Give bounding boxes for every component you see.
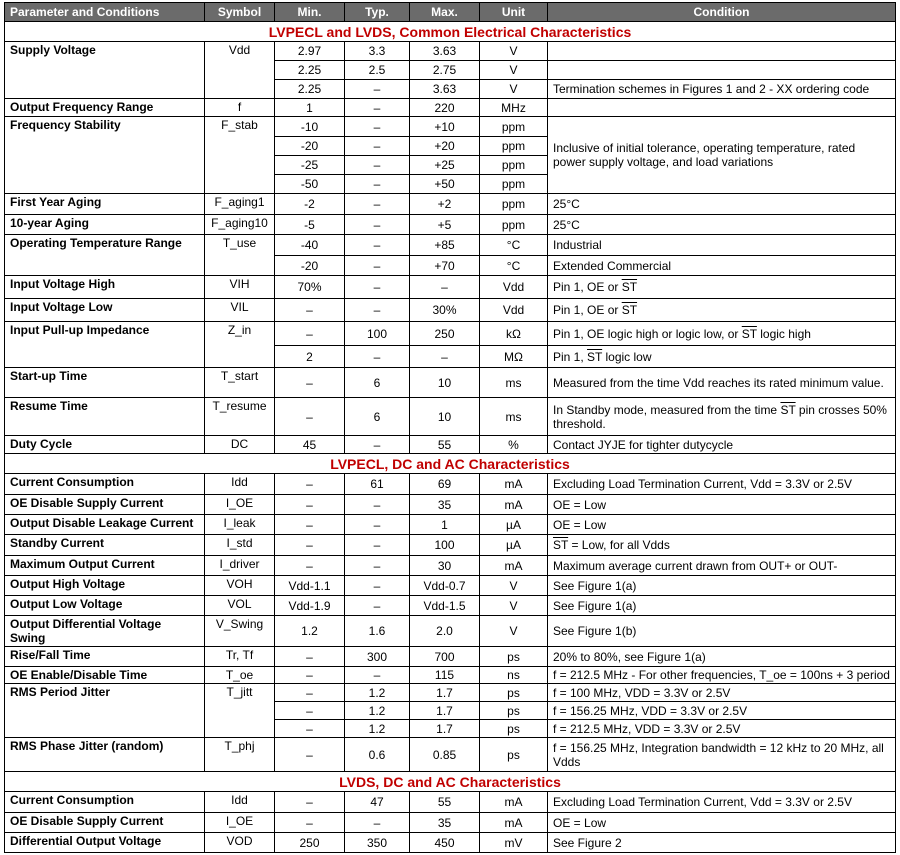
table-row: [5, 215, 896, 235]
unit: ps: [480, 647, 548, 667]
symbol: I_std: [205, 535, 275, 556]
parameter-name: Maximum Output Current: [5, 556, 205, 576]
unit: V: [480, 42, 548, 61]
unit: V: [480, 80, 548, 99]
table-row: [5, 235, 896, 256]
table-row: [5, 792, 896, 813]
section-header-row: [5, 22, 896, 42]
parameter-name: Differential Output Voltage: [5, 833, 205, 853]
overbar-st-signal: $\overline{ST}$: [587, 349, 603, 364]
max-value: +20: [410, 137, 480, 156]
header-min: Min.: [275, 3, 345, 22]
table-row: [5, 276, 896, 299]
typ-value: –: [345, 99, 410, 117]
condition-text: logic high: [756, 326, 811, 341]
parameter-name: Duty Cycle: [5, 436, 205, 454]
parameter-name: OE Disable Supply Current: [5, 495, 205, 515]
unit: kΩ: [480, 322, 548, 346]
condition: See Figure 1(a): [548, 576, 896, 596]
typ-value: –: [345, 495, 410, 515]
unit: ms: [480, 398, 548, 436]
typ-value: –: [345, 276, 410, 299]
max-value: 10: [410, 398, 480, 436]
condition: f = 100 MHz, VDD = 3.3V or 2.5V: [548, 684, 896, 702]
condition: [548, 42, 896, 61]
table-row: [5, 833, 896, 853]
typ-value: –: [345, 194, 410, 215]
min-value: –: [275, 684, 345, 702]
typ-value: –: [345, 215, 410, 235]
min-value: -50: [275, 175, 345, 194]
condition-text: logic low: [602, 349, 652, 364]
unit: ppm: [480, 117, 548, 137]
header-condition: Condition: [548, 3, 896, 22]
unit: %: [480, 436, 548, 454]
section-title: LVPECL, DC and AC Characteristics: [5, 454, 896, 474]
min-value: 2.25: [275, 80, 345, 99]
symbol: V_Swing: [205, 616, 275, 647]
unit: ps: [480, 720, 548, 738]
condition: OE = Low: [548, 515, 896, 535]
min-value: –: [275, 368, 345, 398]
max-value: +50: [410, 175, 480, 194]
table-row: [5, 398, 896, 436]
parameter-name: Output Disable Leakage Current: [5, 515, 205, 535]
min-value: 1.2: [275, 616, 345, 647]
parameter-name: Start-up Time: [5, 368, 205, 398]
parameter-name: RMS Period Jitter: [5, 684, 205, 738]
parameter-name: Frequency Stability: [5, 117, 205, 194]
min-value: -10: [275, 117, 345, 137]
parameter-name: Output Frequency Range: [5, 99, 205, 117]
section-header-row: [5, 454, 896, 474]
overbar-st-signal: $\overline{ST}$: [780, 402, 796, 417]
parameter-name: Current Consumption: [5, 474, 205, 495]
min-value: –: [275, 535, 345, 556]
unit: ns: [480, 667, 548, 684]
section-title: LVDS, DC and AC Characteristics: [5, 772, 896, 792]
condition: See Figure 1(a): [548, 596, 896, 616]
condition-text: Pin 1, OE or: [553, 303, 622, 317]
typ-value: –: [345, 667, 410, 684]
parameter-name: Input Voltage High: [5, 276, 205, 299]
typ-value: 6: [345, 398, 410, 436]
max-value: 30%: [410, 299, 480, 322]
parameter-name: Operating Temperature Range: [5, 235, 205, 276]
min-value: –: [275, 702, 345, 720]
max-value: +2: [410, 194, 480, 215]
max-value: 55: [410, 792, 480, 813]
typ-value: 350: [345, 833, 410, 853]
symbol: T_start: [205, 368, 275, 398]
min-value: 250: [275, 833, 345, 853]
condition-text: pin crosses 50% threshold.: [553, 402, 887, 431]
max-value: Vdd-0.7: [410, 576, 480, 596]
table-row: [5, 42, 896, 61]
condition: 25°C: [548, 194, 896, 215]
min-value: -2: [275, 194, 345, 215]
table-row: [5, 813, 896, 833]
min-value: 70%: [275, 276, 345, 299]
unit: µA: [480, 515, 548, 535]
header-max: Max.: [410, 3, 480, 22]
condition-text: = Low, for all Vdds: [568, 538, 670, 552]
parameter-name: Resume Time: [5, 398, 205, 436]
unit: °C: [480, 256, 548, 276]
unit: ppm: [480, 215, 548, 235]
condition: Measured from the time Vdd reaches its rated minimum value.: [548, 368, 896, 398]
condition: [548, 99, 896, 117]
min-value: 1: [275, 99, 345, 117]
min-value: –: [275, 474, 345, 495]
table-row: [5, 667, 896, 684]
typ-value: 2.5: [345, 61, 410, 80]
max-value: +25: [410, 156, 480, 175]
unit: V: [480, 596, 548, 616]
unit: ppm: [480, 175, 548, 194]
condition: 25°C: [548, 215, 896, 235]
max-value: 55: [410, 436, 480, 454]
header-unit: Unit: [480, 3, 548, 22]
unit: ppm: [480, 156, 548, 175]
typ-value: 61: [345, 474, 410, 495]
unit: mV: [480, 833, 548, 853]
typ-value: –: [345, 436, 410, 454]
condition: Termination schemes in Figures 1 and 2 - XX ordering code: [548, 80, 896, 99]
symbol: I_OE: [205, 813, 275, 833]
min-value: -5: [275, 215, 345, 235]
condition: [548, 276, 896, 299]
min-value: 2: [275, 346, 345, 368]
symbol: Vdd: [205, 42, 275, 99]
parameter-name: Current Consumption: [5, 792, 205, 813]
unit: µA: [480, 535, 548, 556]
symbol: VIL: [205, 299, 275, 322]
table-row: [5, 556, 896, 576]
typ-value: –: [345, 813, 410, 833]
typ-value: 1.2: [345, 720, 410, 738]
unit: MHz: [480, 99, 548, 117]
typ-value: 0.6: [345, 738, 410, 772]
max-value: 2.75: [410, 61, 480, 80]
unit: ms: [480, 368, 548, 398]
min-value: Vdd-1.9: [275, 596, 345, 616]
parameter-name: Output High Voltage: [5, 576, 205, 596]
typ-value: –: [345, 256, 410, 276]
max-value: 1.7: [410, 702, 480, 720]
header-row: [5, 3, 896, 22]
typ-value: 1.2: [345, 702, 410, 720]
symbol: Idd: [205, 792, 275, 813]
condition: Inclusive of initial tolerance, operating temperature, rated power supply voltage, and load variations: [548, 117, 896, 194]
max-value: 1.7: [410, 684, 480, 702]
condition: f = 212.5 MHz, VDD = 3.3V or 2.5V: [548, 720, 896, 738]
typ-value: –: [345, 117, 410, 137]
max-value: +70: [410, 256, 480, 276]
symbol: VOL: [205, 596, 275, 616]
typ-value: 1.2: [345, 684, 410, 702]
symbol: F_aging10: [205, 215, 275, 235]
table-row: [5, 596, 896, 616]
min-value: –: [275, 299, 345, 322]
condition: Maximum average current drawn from OUT+ or OUT-: [548, 556, 896, 576]
parameter-name: Output Differential Voltage Swing: [5, 616, 205, 647]
parameter-name: RMS Phase Jitter (random): [5, 738, 205, 772]
condition: Extended Commercial: [548, 256, 896, 276]
min-value: -20: [275, 137, 345, 156]
overbar-st-signal: $\overline{ST}$: [741, 326, 757, 341]
condition: [548, 346, 896, 368]
condition: Industrial: [548, 235, 896, 256]
min-value: –: [275, 738, 345, 772]
symbol: Z_in: [205, 322, 275, 368]
condition: Excluding Load Termination Current, Vdd = 3.3V or 2.5V: [548, 474, 896, 495]
max-value: +85: [410, 235, 480, 256]
typ-value: –: [345, 596, 410, 616]
table-row: [5, 194, 896, 215]
symbol: Idd: [205, 474, 275, 495]
symbol: T_oe: [205, 667, 275, 684]
parameter-name: Input Pull-up Impedance: [5, 322, 205, 368]
min-value: –: [275, 495, 345, 515]
symbol: DC: [205, 436, 275, 454]
table-row: [5, 436, 896, 454]
max-value: 450: [410, 833, 480, 853]
min-value: –: [275, 322, 345, 346]
max-value: +5: [410, 215, 480, 235]
symbol: Tr, Tf: [205, 647, 275, 667]
symbol: T_phj: [205, 738, 275, 772]
typ-value: –: [345, 535, 410, 556]
max-value: 3.63: [410, 80, 480, 99]
condition: [548, 299, 896, 322]
typ-value: 100: [345, 322, 410, 346]
symbol: f: [205, 99, 275, 117]
condition-text: Pin 1,: [553, 349, 588, 364]
symbol: I_OE: [205, 495, 275, 515]
symbol: VIH: [205, 276, 275, 299]
max-value: 250: [410, 322, 480, 346]
unit: Vdd: [480, 299, 548, 322]
table-row: [5, 322, 896, 346]
condition: See Figure 2: [548, 833, 896, 853]
condition: 20% to 80%, see Figure 1(a): [548, 647, 896, 667]
max-value: 0.85: [410, 738, 480, 772]
table-body: [5, 22, 896, 853]
table-row: [5, 99, 896, 117]
symbol: VOD: [205, 833, 275, 853]
min-value: –: [275, 667, 345, 684]
table-row: [5, 684, 896, 702]
unit: mA: [480, 556, 548, 576]
table-row: [5, 368, 896, 398]
parameter-name: Supply Voltage: [5, 42, 205, 99]
typ-value: 3.3: [345, 42, 410, 61]
max-value: 30: [410, 556, 480, 576]
table-row: [5, 647, 896, 667]
unit: V: [480, 61, 548, 80]
symbol: VOH: [205, 576, 275, 596]
symbol: F_aging1: [205, 194, 275, 215]
max-value: 3.63: [410, 42, 480, 61]
max-value: 10: [410, 368, 480, 398]
max-value: +10: [410, 117, 480, 137]
typ-value: –: [345, 346, 410, 368]
unit: mA: [480, 474, 548, 495]
symbol: I_driver: [205, 556, 275, 576]
parameter-name: Rise/Fall Time: [5, 647, 205, 667]
unit: ppm: [480, 194, 548, 215]
min-value: –: [275, 398, 345, 436]
min-value: -40: [275, 235, 345, 256]
table-row: [5, 474, 896, 495]
typ-value: 1.6: [345, 616, 410, 647]
overbar-st-signal: $\overline{ST}$: [621, 303, 638, 317]
symbol: F_stab: [205, 117, 275, 194]
table-row: [5, 616, 896, 647]
unit: mA: [480, 813, 548, 833]
min-value: -25: [275, 156, 345, 175]
unit: mA: [480, 495, 548, 515]
symbol: T_use: [205, 235, 275, 276]
parameter-name: First Year Aging: [5, 194, 205, 215]
min-value: –: [275, 792, 345, 813]
unit: ps: [480, 684, 548, 702]
unit: V: [480, 576, 548, 596]
parameter-name: OE Enable/Disable Time: [5, 667, 205, 684]
max-value: 1.7: [410, 720, 480, 738]
typ-value: –: [345, 156, 410, 175]
symbol: T_jitt: [205, 684, 275, 738]
header-parameter: Parameter and Conditions: [5, 3, 205, 22]
typ-value: –: [345, 235, 410, 256]
typ-value: –: [345, 576, 410, 596]
max-value: 1: [410, 515, 480, 535]
min-value: –: [275, 720, 345, 738]
min-value: 2.97: [275, 42, 345, 61]
unit: ps: [480, 702, 548, 720]
condition: See Figure 1(b): [548, 616, 896, 647]
condition-text: In Standby mode, measured from the time: [553, 402, 781, 417]
parameter-name: Standby Current: [5, 535, 205, 556]
typ-value: –: [345, 299, 410, 322]
min-value: –: [275, 556, 345, 576]
table-row: [5, 117, 896, 137]
table-row: [5, 515, 896, 535]
max-value: 220: [410, 99, 480, 117]
symbol: I_leak: [205, 515, 275, 535]
min-value: -20: [275, 256, 345, 276]
min-value: –: [275, 813, 345, 833]
unit: V: [480, 616, 548, 647]
condition: [548, 535, 896, 556]
unit: mA: [480, 792, 548, 813]
condition: f = 156.25 MHz, Integration bandwidth = 12 kHz to 20 MHz, all Vdds: [548, 738, 896, 772]
condition: OE = Low: [548, 495, 896, 515]
condition-text: Pin 1, OE logic high or logic low, or: [553, 326, 742, 341]
unit: Vdd: [480, 276, 548, 299]
table-row: [5, 738, 896, 772]
typ-value: 300: [345, 647, 410, 667]
max-value: –: [410, 276, 480, 299]
max-value: 2.0: [410, 616, 480, 647]
max-value: 115: [410, 667, 480, 684]
condition: f = 156.25 MHz, VDD = 3.3V or 2.5V: [548, 702, 896, 720]
max-value: 69: [410, 474, 480, 495]
section-header-row: [5, 772, 896, 792]
condition: Contact JYJE for tighter dutycycle: [548, 436, 896, 454]
min-value: –: [275, 647, 345, 667]
condition: OE = Low: [548, 813, 896, 833]
typ-value: 47: [345, 792, 410, 813]
max-value: 100: [410, 535, 480, 556]
typ-value: –: [345, 80, 410, 99]
max-value: 700: [410, 647, 480, 667]
min-value: 45: [275, 436, 345, 454]
electrical-characteristics-table: [4, 2, 896, 853]
typ-value: –: [345, 515, 410, 535]
max-value: Vdd-1.5: [410, 596, 480, 616]
header-typ: Typ.: [345, 3, 410, 22]
typ-value: –: [345, 556, 410, 576]
overbar-st-signal: $\overline{ST}$: [553, 538, 569, 552]
table-row: [5, 495, 896, 515]
table-row: [5, 535, 896, 556]
table-row: [5, 576, 896, 596]
unit: ps: [480, 738, 548, 772]
table-row: [5, 299, 896, 322]
unit: °C: [480, 235, 548, 256]
section-title: LVPECL and LVDS, Common Electrical Characteristics: [5, 22, 896, 42]
symbol: T_resume: [205, 398, 275, 436]
max-value: –: [410, 346, 480, 368]
max-value: 35: [410, 813, 480, 833]
max-value: 35: [410, 495, 480, 515]
header-symbol: Symbol: [205, 3, 275, 22]
parameter-name: OE Disable Supply Current: [5, 813, 205, 833]
typ-value: 6: [345, 368, 410, 398]
min-value: Vdd-1.1: [275, 576, 345, 596]
condition-text: Pin 1, OE or: [553, 280, 622, 294]
unit: MΩ: [480, 346, 548, 368]
condition: [548, 322, 896, 346]
unit: ppm: [480, 137, 548, 156]
overbar-st-signal: $\overline{ST}$: [621, 280, 638, 294]
typ-value: –: [345, 175, 410, 194]
parameter-name: Output Low Voltage: [5, 596, 205, 616]
parameter-name: 10-year Aging: [5, 215, 205, 235]
typ-value: –: [345, 137, 410, 156]
condition: [548, 398, 896, 436]
min-value: 2.25: [275, 61, 345, 80]
condition: Excluding Load Termination Current, Vdd = 3.3V or 2.5V: [548, 792, 896, 813]
parameter-name: Input Voltage Low: [5, 299, 205, 322]
condition: [548, 61, 896, 80]
min-value: –: [275, 515, 345, 535]
condition: f = 212.5 MHz - For other frequencies, T_oe = 100ns + 3 period: [548, 667, 896, 684]
